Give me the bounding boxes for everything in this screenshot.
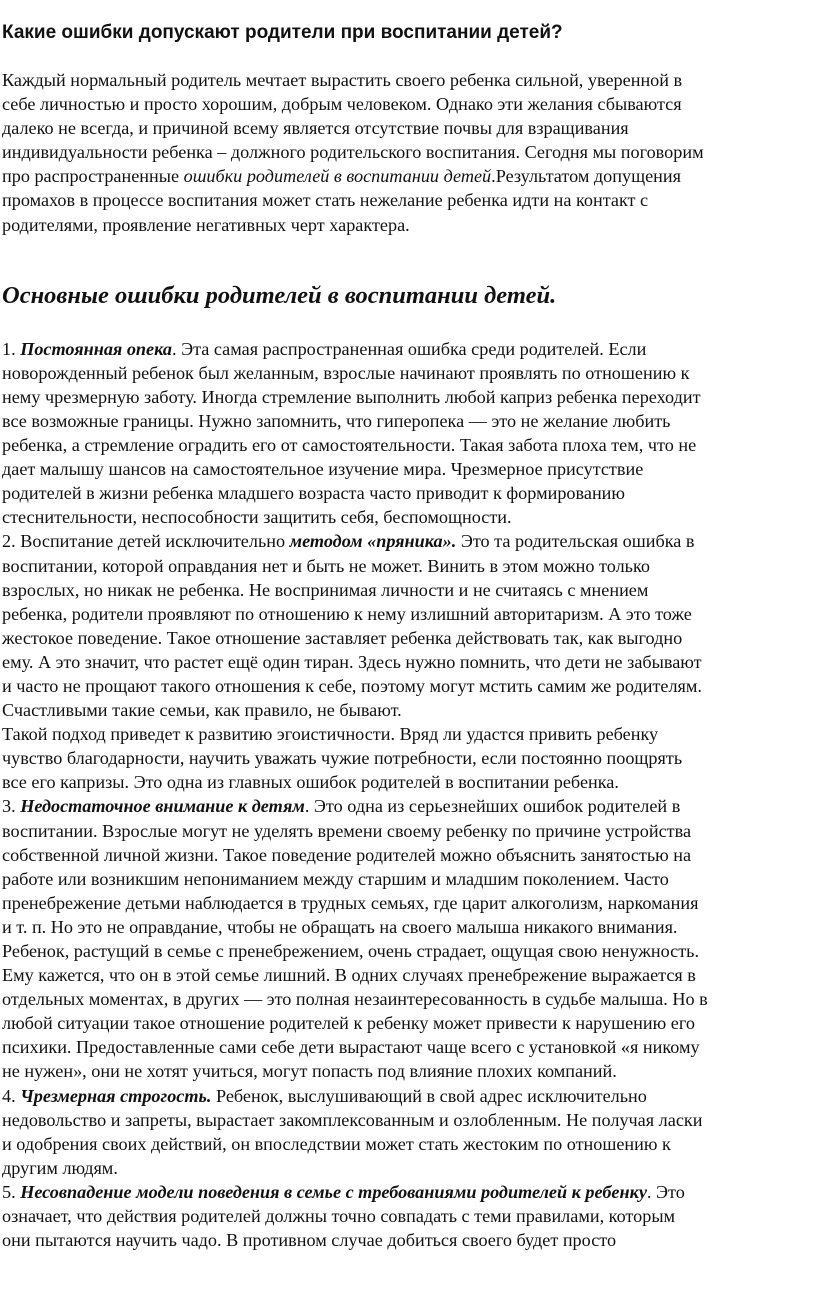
- text-line: новорожденный ребенок был желанным, взрослые начинают проявлять по отношению к: [2, 362, 690, 383]
- document-title: Какие ошибки допускают родители при воспитании детей?: [2, 22, 563, 43]
- text-line: работе или возникшим непониманием между старшим и младшим поколением. Часто: [2, 868, 669, 889]
- text-segment: . Это одна из серьезнейших ошибок родителей в: [304, 796, 681, 817]
- text-line: недовольство и запреты, вырастает закомплексованным и озлобленным. Не получая ласки: [2, 1109, 703, 1130]
- text-line: отдельных моментах, в других — это полная незаинтересованность в судьбе малыша. Но в: [2, 989, 708, 1010]
- text-line: взрослых, но никак не ребенка. Не воспринимая личности и не считаясь с мнением: [2, 579, 649, 600]
- list-item-4: [2, 1084, 816, 1180]
- text-line: Ребенок, растущий в семье с пренебрежением, очень страдает, ощущая свою ненужность.: [2, 941, 700, 961]
- text-segment: . Эта самая распространенная ошибка среди родителей. Если: [171, 338, 647, 359]
- text-line: Счастливыми такие семьи, как правило, не бывают.: [2, 700, 402, 721]
- intro-paragraph: [2, 68, 816, 237]
- text-line: собственной личной жизни. Такое поведение родителей можно объяснить занятостью на: [2, 844, 692, 865]
- text-line: [2, 337, 816, 361]
- text-line: воспитании, которой оправдания нет и быть не может. Винить в этом можно только: [2, 555, 650, 576]
- text-line: они пытаются научить чадо. В противном случае добиться своего будет просто: [2, 1230, 617, 1251]
- text-line: родителей в жизни ребенка младшего возраста часто приводит к формированию: [2, 483, 625, 504]
- text-line: все его капризы. Это одна из главных ошибок родителей в воспитании ребенка.: [2, 772, 619, 793]
- item-title: Несовпадение модели поведения в семье с требованиями родителей к ребенку: [20, 1181, 647, 1202]
- text-line: жестокое поведение. Такое отношение заставляет ребенка действовать так, как выгодно: [2, 627, 683, 648]
- item-number: 5.: [2, 1181, 21, 1202]
- list-item-5: [2, 1180, 816, 1252]
- text-segment: .Результатом допущения: [491, 166, 681, 187]
- text-line: нему чрезмерную заботу. Иногда стремление выполнить любой каприз ребенка переходит: [2, 386, 701, 407]
- item-number: 4.: [2, 1085, 21, 1106]
- text-line: [2, 164, 816, 188]
- text-line: ребенка, родители проявляют по отношению к нему излишний авторитаризм. А это тоже: [2, 603, 692, 624]
- text-segment: про распространенные: [2, 166, 184, 187]
- text-line: любой ситуации такое отношение родителей к ребенку может привести к нарушению его: [2, 1013, 695, 1034]
- text-line: пренебрежение детьми наблюдается в трудных семьях, где царит алкоголизм, наркомания: [2, 892, 699, 913]
- text-segment: Ребенок, выслушивающий в свой адрес исключительно: [211, 1085, 647, 1106]
- text-segment: . Это: [646, 1181, 685, 1202]
- text-line: Такой подход приведет к развитию эгоистичности. Вряд ли удастся привить ребенку: [2, 724, 659, 745]
- text-line: [2, 1084, 816, 1108]
- text-line: Каждый нормальный родитель мечтает вырастить своего ребенка сильной, уверенной в: [2, 70, 683, 90]
- text-line: Ему кажется, что он в этой семье лишний. В одних случаях пренебрежение выражается в: [2, 965, 696, 986]
- text-segment: Это та родительская ошибка в: [456, 531, 695, 552]
- italic-phrase: ошибки родителей в воспитании детей: [183, 166, 492, 187]
- text-line: далеко не всегда, и причиной всему является отсутствие почвы для взращивания: [2, 118, 629, 139]
- text-line: родителями, проявление негативных черт характера.: [2, 214, 410, 235]
- item-title: методом «пряника».: [289, 531, 457, 552]
- item-number: 3.: [2, 796, 21, 817]
- text-line: и т. п. Но это не оправдание, чтобы не обращать на своего малыша никакого внимания.: [2, 916, 678, 937]
- item-title: Постоянная опека: [20, 338, 172, 359]
- item-title: Чрезмерная строгость.: [20, 1085, 212, 1106]
- text-line: [2, 529, 816, 553]
- text-segment: 2. Воспитание детей исключительно: [2, 531, 290, 552]
- text-line: дает малышу шансов на самостоятельное изучение мира. Чрезмерное присутствие: [2, 459, 644, 480]
- list-item-3: [2, 794, 816, 1083]
- text-line: чувство благодарности, научить уважать чужие потребности, если постоянно поощрять: [2, 748, 683, 769]
- text-line: себе личностью и просто хорошим, добрым человеком. Однако эти желания сбываются: [2, 94, 682, 115]
- text-line: и часто не прощают такого отношения к себе, поэтому могут мстить самим же родителям.: [2, 675, 702, 696]
- section-heading: Основные ошибки родителей в воспитании детей.: [2, 281, 557, 309]
- text-line: [2, 1180, 816, 1204]
- item-number: 1.: [2, 338, 21, 359]
- text-line: ему. А это значит, что растет ещё один тиран. Здесь нужно помнить, что дети не забывают: [2, 651, 702, 672]
- text-line: другим людям.: [2, 1157, 118, 1178]
- list-item-1: [2, 337, 816, 530]
- text-line: все возможные границы. Нужно запомнить, что гиперопека — это не желание любить: [2, 410, 671, 431]
- item-title: Недостаточное внимание к детям: [20, 796, 305, 817]
- text-line: промахов в процессе воспитания может стать нежелание ребенка идти на контакт с: [2, 190, 649, 211]
- text-line: означает, что действия родителей должны точно совпадать с теми правилами, которым: [2, 1206, 676, 1227]
- text-line: и одобрения своих действий, он впоследствии может стать жестоким по отношению к: [2, 1133, 671, 1154]
- text-line: воспитании. Взрослые могут не уделять времени своему ребенку по причине устройства: [2, 820, 692, 841]
- text-line: не нужен», они не хотят учиться, могут попасть под влияние плохих компаний.: [2, 1061, 617, 1082]
- text-line: [2, 794, 816, 818]
- list-item-2: [2, 529, 816, 794]
- text-line: индивидуальности ребенка – должного родительского воспитания. Сегодня мы поговорим: [2, 142, 704, 163]
- text-line: ребенка, а стремление оградить его от самостоятельности. Такая забота плоха тем, что не: [2, 435, 697, 456]
- text-line: психики. Предоставленные сами себе дети вырастают чаще всего с установкой «я никому: [2, 1037, 700, 1058]
- text-line: стеснительности, неспособности защитить себя, беспомощности.: [2, 507, 512, 528]
